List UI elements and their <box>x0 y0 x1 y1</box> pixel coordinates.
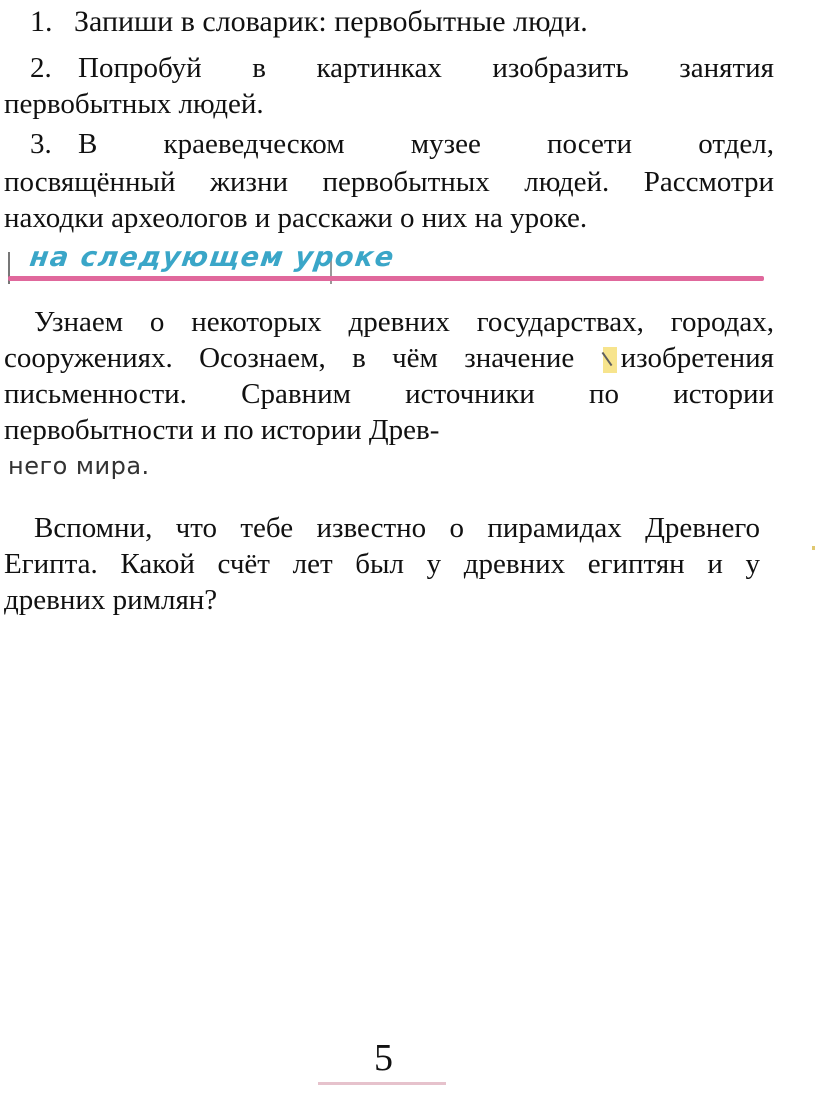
margin-speck <box>812 546 815 550</box>
paragraph-1-line-2-end: изобретения <box>620 342 775 374</box>
task-2-line-2: первобытных людей. <box>4 88 264 120</box>
footer-rule <box>318 1082 446 1085</box>
paragraph-1-continuation: него мира. <box>8 452 150 480</box>
highlight-mark-icon <box>603 347 617 373</box>
paragraph-1-line-4: первобытности и по истории Древ- <box>4 414 440 446</box>
task-2-line-1 <box>4 50 774 86</box>
task-3-line-2: посвящённый жизни первобытных людей. Рассмотри <box>4 166 774 198</box>
banner-underline <box>8 276 764 281</box>
paragraph-1-line-2 <box>4 340 774 376</box>
task-1-number: 1. <box>30 5 53 38</box>
task-1 <box>4 4 774 40</box>
paragraph-2-line-3: древних римлян? <box>4 584 218 616</box>
task-3-number: 3. <box>30 128 52 160</box>
task-2-number: 2. <box>30 52 52 84</box>
page-number: 5 <box>374 1037 393 1079</box>
task-3-line-1 <box>4 126 774 162</box>
paragraph-2-line-1: Вспомни, что тебе известно о пирамидах Древнего <box>34 512 760 544</box>
next-lesson-heading: на следующем уроке <box>27 242 397 273</box>
task-2-text-1: Попробуй в картинках изобразить занятия <box>78 52 774 84</box>
next-lesson-banner <box>8 238 764 292</box>
paragraph-2-line-2: Египта. Какой счёт лет был у древних египтян и у <box>4 548 760 580</box>
paragraph-1-line-1: Узнаем о некоторых древних государствах, городах, <box>34 306 774 338</box>
task-1-text: Запиши в словарик: первобытные люди. <box>74 5 588 38</box>
task-3-line-3: находки археологов и расскажи о них на уроке. <box>4 202 588 234</box>
task-3-text-1: В краеведческом музее посети отдел, <box>78 128 774 160</box>
paragraph-1-line-2-text: сооружениях. Осознаем, в чём значение <box>4 342 575 374</box>
paragraph-1-line-3: письменности. Сравним источники по истории <box>4 378 774 410</box>
